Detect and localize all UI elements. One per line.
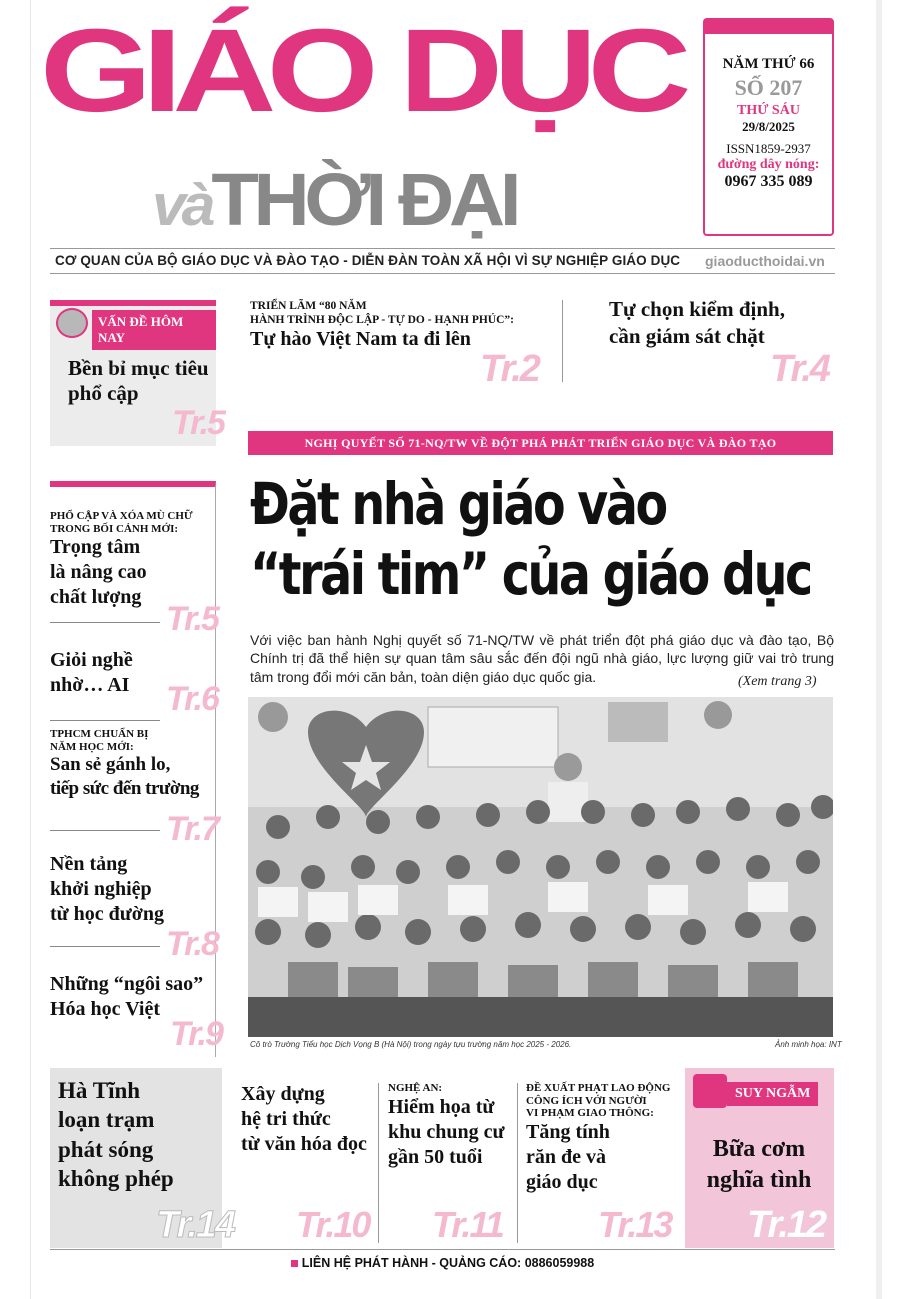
issue-number: SỐ 207: [734, 75, 803, 100]
divider: [50, 830, 160, 831]
bottom-item-4[interactable]: ĐỀ XUẤT PHẠT LAO ĐỘNG CÔNG ÍCH VỚI NGƯỜI VI PHẠM GIAO THÔNG: Tăng tính răn đe và giáo dục: [526, 1082, 671, 1193]
lead-see-page[interactable]: (Xem trang 3): [738, 674, 817, 689]
left-item-3[interactable]: TPHCM CHUẨN BỊ NĂM HỌC MỚI: San sẻ gánh lo, tiếp sức đến trường: [50, 728, 199, 800]
left-item-3-page: Tr.7: [166, 810, 218, 848]
issue-info-box: [703, 18, 834, 236]
divider: [50, 946, 160, 947]
divider: [50, 622, 160, 623]
van-de-page: Tr.5: [172, 404, 224, 442]
bottom-item-2-page: Tr.10: [296, 1204, 370, 1245]
logo-thoi-dai: vàTHỜI ĐẠI: [152, 158, 517, 241]
left-item-4[interactable]: Nền tảng khởi nghiệp từ học đường: [50, 853, 164, 925]
teaser-2-title[interactable]: Tự chọn kiểm định, cần giám sát chặt: [609, 297, 785, 349]
teaser-1-title[interactable]: Tự hào Việt Nam ta đi lên: [250, 328, 471, 350]
teaser-1-kicker: TRIỂN LÃM “80 NĂM HÀNH TRÌNH ĐỘC LẬP - TỰ DO - HẠNH PHÚC”:: [250, 300, 514, 327]
left-item-5[interactable]: Những “ngôi sao” Hóa học Việt: [50, 973, 204, 1020]
issue-year: NĂM THỨ 66: [722, 56, 815, 72]
left-item-1-page: Tr.5: [166, 600, 218, 638]
globe-icon: [56, 308, 88, 338]
logo-giao-duc: GIÁO DỤC: [40, 5, 682, 137]
suy-ngam-box[interactable]: SUY NGẪM Bữa cơm nghĩa tình Tr.12: [685, 1068, 834, 1248]
classroom-photo: [248, 697, 833, 1037]
lead-photo: [248, 697, 833, 1037]
divider: [517, 1083, 518, 1243]
van-de-label: VẤN ĐỀ HÔM NAY: [50, 306, 216, 336]
bottom-item-3-page: Tr.11: [432, 1204, 503, 1245]
hotline-number: 0967 335 089: [724, 173, 813, 190]
left-item-4-page: Tr.8: [166, 925, 218, 963]
divider: [562, 300, 563, 382]
teaser-2-page: Tr.4: [770, 348, 829, 390]
hotline-label: đường dây nóng:: [717, 157, 820, 172]
lead-headline[interactable]: Đặt nhà giáo vào “trái tim” của giáo dục: [250, 470, 811, 608]
bottom-item-2[interactable]: Xây dựng hệ tri thức từ văn hóa đọc: [241, 1083, 367, 1155]
bottom-item-3[interactable]: NGHỆ AN: Hiểm họa từ khu chung cư gần 50 tuổi: [388, 1082, 505, 1168]
divider: [378, 1083, 379, 1243]
van-de-title[interactable]: Bền bỉ mục tiêu phổ cập: [68, 356, 209, 406]
left-item-5-page: Tr.9: [170, 1015, 222, 1053]
issue-weekday: THỨ SÁU: [737, 103, 800, 118]
issn: ISSN1859-2937: [726, 141, 811, 156]
contact-bar: LIÊN HỆ PHÁT HÀNH - QUẢNG CÁO: 0886059988: [50, 1249, 835, 1275]
left-item-2[interactable]: Giỏi nghề nhờ… AI: [50, 649, 133, 696]
teaser-1-page: Tr.2: [480, 348, 539, 390]
photo-credit: Ảnh minh họa: INT: [775, 1040, 842, 1049]
lead-kicker-bar: NGHỊ QUYẾT SỐ 71-NQ/TW VỀ ĐỘT PHÁ PHÁT TRIỂN GIÁO DỤC VÀ ĐÀO TẠO: [248, 431, 833, 455]
left-item-1[interactable]: PHỔ CẬP VÀ XÓA MÙ CHỮ TRONG BỐI CẢNH MỚI: Trọng tâm là nâng cao chất lượng: [50, 510, 193, 609]
reader-icon: [693, 1074, 727, 1108]
bottom-item-1[interactable]: Hà Tĩnh loạn trạm phát sóng không phép Tr.14: [50, 1068, 222, 1248]
lead-body: Với việc ban hành Nghị quyết số 71-NQ/TW về phát triển đột phá giáo dục và đào tạo, Bộ Chính trị đã thể hiện sự quan tâm sâu sắc đến đội ngũ nhà giáo, lực lượng giữ vai trò trung tâm trong đổi mới căn bản, toàn diện giáo dục quốc gia.: [250, 632, 834, 685]
website-link[interactable]: giaoducthoidai.vn: [705, 253, 825, 269]
issue-date: 29/8/2025: [742, 119, 795, 134]
bullet-icon: [291, 1260, 298, 1267]
tagline: CƠ QUAN CỦA BỘ GIÁO DỤC VÀ ĐÀO TẠO - DIỄN ĐÀN TOÀN XÃ HỘI VÌ SỰ NGHIỆP GIÁO DỤC: [55, 253, 681, 268]
bottom-item-4-page: Tr.13: [598, 1204, 672, 1245]
photo-caption: Cô trò Trường Tiểu học Dịch Vọng B (Hà Nội) trong ngày tựu trường năm học 2025 - 2026.: [250, 1040, 572, 1049]
left-item-2-page: Tr.6: [166, 680, 218, 718]
divider: [50, 720, 160, 721]
